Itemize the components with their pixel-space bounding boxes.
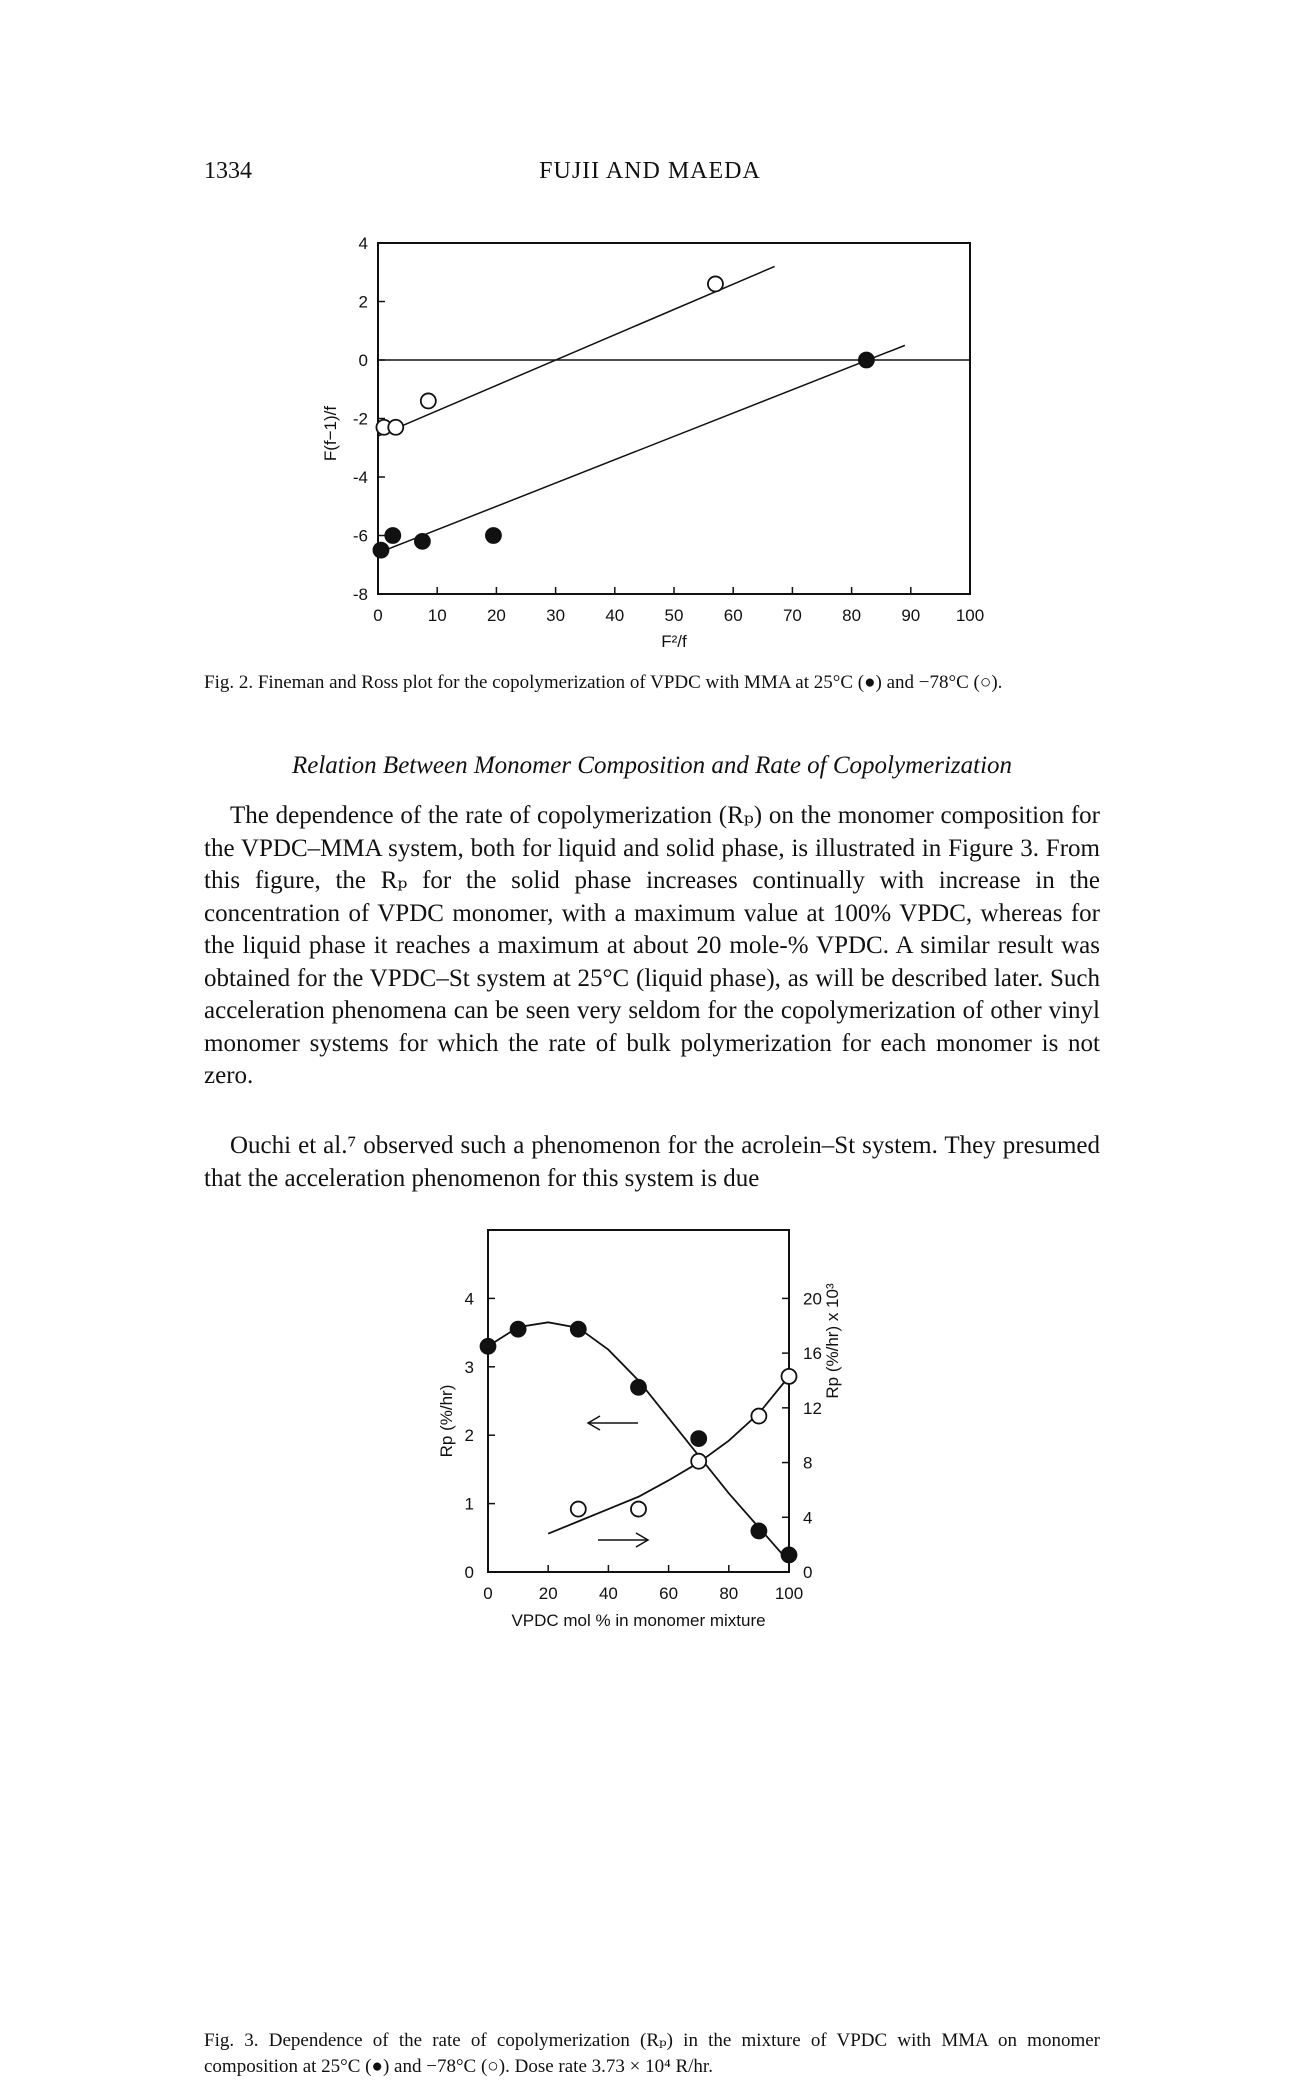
x-tick-label: 0 [483,1584,493,1603]
x-tick-label: 30 [546,606,566,625]
data-point-open [691,1454,706,1469]
x-tick-label: 70 [782,606,802,625]
data-point-open [782,1369,797,1384]
x-tick-label: 100 [955,606,985,625]
right-y-tick-label: 12 [803,1398,822,1418]
right-y-tick-label: 0 [803,1563,813,1582]
y-tick-label: -8 [352,585,368,604]
x-axis-label: F²/f [661,632,687,651]
y-tick-label: 4 [358,234,368,253]
x-tick-label: 0 [373,606,383,625]
right-y-tick-label: 16 [803,1344,822,1364]
data-point-open [421,393,436,408]
fit-curve [488,1322,789,1561]
figure-3-caption: Fig. 3. Dependence of the rate of copolymerization (Rₚ) in the mixture of VPDC with MMA on monomer composition at 25°C (●) and −78°C (○). Dose rate 3.73 × 10⁴ R/hr. [204,2030,1100,2077]
data-point-filled [571,1322,586,1337]
body-paragraph-2: Ouchi et al.⁷ observed such a phenomenon for the acrolein–St system. They presumed that the acceleration phenomenon for this system is due [204,1132,1100,1192]
x-axis-label: VPDC mol % in monomer mixture [511,1611,766,1630]
data-point-open [388,420,403,435]
right-y-tick-label: 8 [803,1453,813,1473]
figure-3-chart [0,1220,1300,2000]
right-y-tick-label: 20 [803,1289,822,1309]
x-tick-label: 50 [664,606,684,625]
x-tick-label: 80 [719,1584,739,1603]
y-tick-label: -6 [352,526,368,546]
data-point-open [708,276,723,291]
left-y-tick-label: 3 [464,1357,474,1377]
x-tick-label: 100 [774,1584,804,1603]
data-point-filled [751,1523,766,1538]
figure-2-chart [0,0,1300,680]
data-point-filled [415,534,430,549]
data-point-filled [486,528,501,543]
section-heading: Relation Between Monomer Composition and Rate of Copolymerization [291,752,1013,779]
data-point-filled [511,1322,526,1337]
figure-2-caption: Fig. 2. Fineman and Ross plot for the copolymerization of VPDC with MMA at 25°C (●) and −78°C (○). [204,672,1003,693]
x-tick-label: 40 [605,606,625,625]
right-y-axis-label: Rp (%/hr) x 10³ [823,1283,842,1399]
y-tick-label: -4 [352,468,368,487]
data-point-open [751,1409,766,1424]
data-point-filled [631,1380,646,1395]
x-tick-label: 20 [486,606,506,625]
data-point-filled [385,528,400,543]
x-tick-label: 80 [842,606,862,625]
data-point-open [631,1502,646,1517]
left-y-tick-label: 2 [464,1426,474,1446]
x-tick-label: 20 [538,1584,558,1603]
page-number: 1334 [204,158,252,184]
y-tick-label: 2 [358,292,368,312]
right-y-tick-label: 4 [803,1508,813,1528]
plot-frame [378,243,970,594]
x-tick-label: 60 [723,606,743,625]
data-point-filled [691,1431,706,1446]
y-tick-label: 0 [358,351,368,370]
x-tick-label: 40 [598,1584,618,1603]
data-point-filled [481,1339,496,1354]
left-y-axis-label: Rp (%/hr) [437,1384,456,1458]
data-point-filled [782,1547,797,1562]
fit-line [378,345,905,553]
body-paragraph-1: The dependence of the rate of copolymerization (Rₚ) on the monomer composition for the VPDC–MMA system, both for liquid and solid phase, is illustrated in Figure 3. From this figure, the Rₚ for the solid phase increases continually with increase in the concentration of VPDC monomer, with a maximum value at 100% VPDC, whereas for the liquid phase it reaches a maximum at about 20 mole-% VPDC. A similar result was obtained for the VPDC–St system at 25°C (liquid phase), as will be described later. Such acceleration phenomena can be seen very seldom for the copolymerization of other vinyl monomer systems for which the rate of bulk polymerization for each monomer is not zero. [204,802,1100,1089]
data-point-filled [373,543,388,558]
y-tick-label: -2 [352,409,368,429]
running-head: FUJII AND MAEDA [539,158,761,184]
x-tick-label: 60 [659,1584,679,1603]
left-y-tick-label: 4 [464,1289,474,1309]
left-y-tick-label: 1 [464,1494,474,1514]
plot-frame [488,1230,789,1572]
y-axis-label: F(f−1)/f [321,405,340,462]
left-y-tick-label: 0 [464,1563,474,1582]
x-tick-label: 10 [427,606,447,625]
data-point-open [571,1502,586,1517]
x-tick-label: 90 [901,606,921,625]
data-point-filled [859,353,874,368]
